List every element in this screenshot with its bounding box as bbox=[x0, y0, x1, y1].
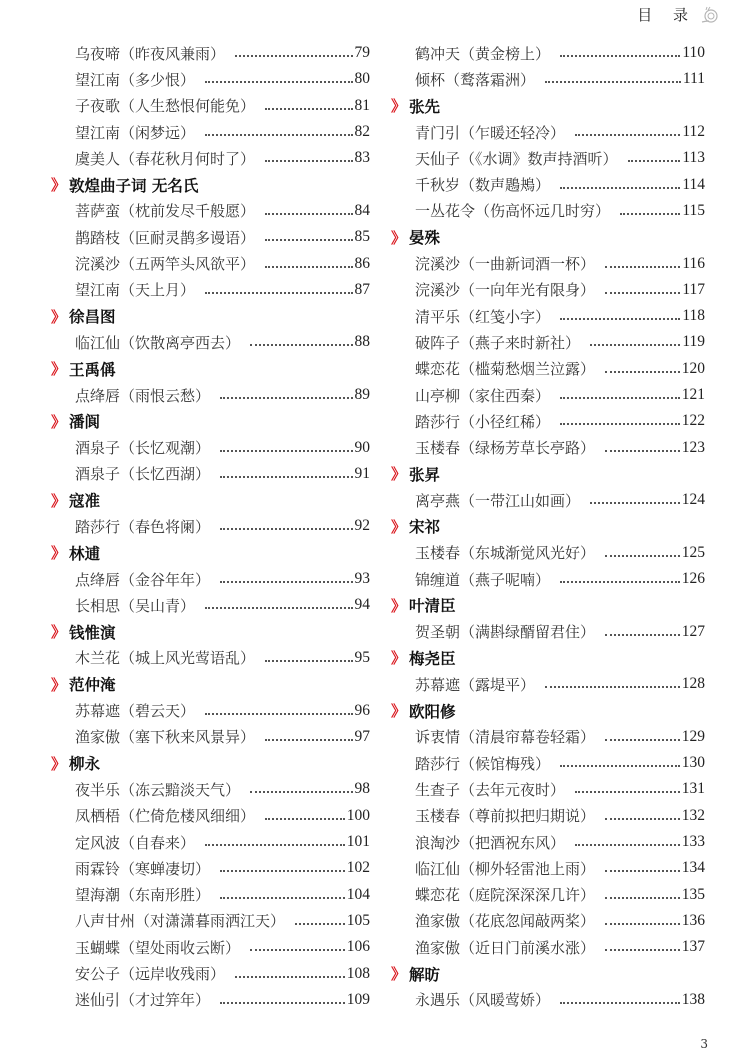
entry-title: 渔家傲（塞下秋来风景异） bbox=[75, 728, 256, 747]
entry-title: 酒泉子（长忆观潮） bbox=[75, 439, 211, 458]
toc-entry[interactable] bbox=[395, 171, 705, 197]
entry-title: 酒泉子（长忆西湖） bbox=[75, 465, 211, 484]
author-name: 敦煌曲子词 无名氏 bbox=[69, 176, 199, 195]
dot-leader bbox=[560, 423, 680, 425]
toc-entry[interactable] bbox=[395, 855, 705, 881]
toc-author-heading bbox=[391, 224, 705, 250]
toc-entry[interactable] bbox=[55, 855, 370, 881]
dot-leader bbox=[220, 476, 352, 478]
entry-page-number: 97 bbox=[354, 727, 370, 745]
dot-leader bbox=[220, 528, 352, 530]
toc-author-heading bbox=[391, 461, 705, 487]
entry-title: 望海潮（东南形胜） bbox=[75, 886, 211, 905]
toc-entry[interactable] bbox=[55, 934, 370, 960]
toc-author-heading bbox=[391, 93, 705, 119]
toc-entry[interactable] bbox=[55, 882, 370, 908]
toc-entry[interactable] bbox=[395, 303, 705, 329]
entry-title: 临江仙（柳外轻雷池上雨） bbox=[415, 859, 596, 878]
entry-page-number: 83 bbox=[354, 149, 370, 167]
toc-entry[interactable] bbox=[395, 908, 705, 934]
toc-author-heading bbox=[391, 592, 705, 618]
entry-title: 子夜歌（人生愁恨何能免） bbox=[75, 97, 256, 116]
entry-title: 蝶恋花（槛菊愁烟兰泣露） bbox=[415, 360, 596, 379]
entry-page-number: 90 bbox=[354, 438, 370, 456]
dot-leader bbox=[250, 949, 345, 951]
author-name: 宋祁 bbox=[409, 518, 441, 537]
toc-entry[interactable] bbox=[55, 145, 370, 171]
dot-leader bbox=[575, 791, 680, 793]
toc-entry[interactable] bbox=[395, 671, 705, 697]
author-name: 柳永 bbox=[69, 755, 101, 774]
toc-entry[interactable] bbox=[395, 66, 705, 92]
toc-author-heading bbox=[51, 671, 370, 697]
dot-leader bbox=[205, 844, 345, 846]
entry-page-number: 93 bbox=[354, 570, 370, 588]
entry-title: 鹤冲天（黄金榜上） bbox=[415, 44, 551, 63]
entry-page-number: 127 bbox=[681, 622, 705, 640]
entry-page-number: 123 bbox=[681, 438, 705, 456]
dot-leader bbox=[220, 870, 345, 872]
entry-title: 一丛花令（伤高怀远几时穷） bbox=[415, 202, 611, 221]
entry-title: 望江南（闲梦远） bbox=[75, 123, 196, 142]
entry-title: 玉楼春（东城渐觉风光好） bbox=[415, 544, 596, 563]
dot-leader bbox=[205, 607, 352, 609]
entry-page-number: 121 bbox=[681, 386, 705, 403]
entry-title: 千秋岁（数声鶗鴂） bbox=[415, 176, 551, 195]
double-chevron-marker-icon: 》 bbox=[51, 491, 64, 510]
double-chevron-marker-icon: 》 bbox=[51, 544, 64, 563]
entry-title: 鹊踏枝（叵耐灵鹊多谩语） bbox=[75, 228, 256, 247]
dot-leader bbox=[590, 344, 680, 346]
double-chevron-marker-icon: 》 bbox=[391, 649, 404, 668]
author-name: 解昉 bbox=[409, 965, 441, 984]
toc-entry[interactable] bbox=[395, 145, 705, 171]
entry-title: 离亭燕（一带江山如画） bbox=[415, 491, 581, 510]
entry-title: 浣溪沙（一向年光有限身） bbox=[415, 281, 596, 300]
entry-page-number: 108 bbox=[346, 964, 370, 982]
toc-author-heading bbox=[51, 487, 370, 513]
toc-entry[interactable] bbox=[395, 750, 705, 776]
entry-page-number: 124 bbox=[681, 491, 705, 509]
entry-title: 破阵子（燕子来时新社） bbox=[415, 333, 581, 352]
entry-title: 迷仙引（才过笄年） bbox=[75, 991, 211, 1010]
toc-entry[interactable] bbox=[395, 540, 705, 566]
toc-entry[interactable] bbox=[55, 776, 370, 802]
entry-title: 木兰花（城上风光莺语乱） bbox=[75, 649, 256, 668]
entry-page-number: 136 bbox=[681, 911, 705, 929]
entry-title: 望江南（天上月） bbox=[75, 281, 196, 300]
toc-entry[interactable] bbox=[55, 829, 370, 855]
entry-page-number: 88 bbox=[354, 333, 370, 351]
toc-entry[interactable] bbox=[395, 803, 705, 829]
dot-leader bbox=[220, 397, 352, 399]
toc-entry[interactable] bbox=[55, 66, 370, 92]
entry-title: 踏莎行（春色将阑） bbox=[75, 517, 211, 536]
toc-entry[interactable] bbox=[395, 487, 705, 513]
dot-leader bbox=[560, 187, 680, 189]
toc-entry[interactable] bbox=[395, 434, 705, 460]
toc-author-heading bbox=[391, 513, 705, 539]
toc-entry[interactable] bbox=[55, 803, 370, 829]
toc-author-heading bbox=[51, 408, 370, 434]
entry-page-number: 104 bbox=[346, 885, 370, 903]
toc-entry[interactable] bbox=[55, 93, 370, 119]
dot-leader bbox=[265, 266, 352, 268]
dot-leader bbox=[545, 81, 681, 83]
entry-page-number: 130 bbox=[681, 754, 705, 772]
dot-leader bbox=[265, 739, 352, 741]
entry-title: 望江南（多少恨） bbox=[75, 70, 196, 89]
page-header bbox=[637, 4, 720, 25]
entry-title: 苏幕遮（碧云天） bbox=[75, 702, 196, 721]
dot-leader bbox=[605, 266, 680, 268]
entry-title: 诉衷情（清晨帘幕卷轻霜） bbox=[415, 728, 596, 747]
toc-entry[interactable] bbox=[395, 987, 705, 1013]
entry-page-number: 111 bbox=[682, 70, 705, 88]
dot-leader bbox=[265, 160, 352, 162]
author-name: 范仲淹 bbox=[69, 676, 116, 695]
entry-page-number: 128 bbox=[681, 675, 705, 693]
entry-page-number: 100 bbox=[346, 806, 370, 824]
double-chevron-marker-icon: 》 bbox=[391, 517, 404, 536]
toc-entry[interactable] bbox=[395, 829, 705, 855]
dot-leader bbox=[605, 450, 680, 452]
dot-leader bbox=[220, 1002, 345, 1004]
entry-page-number: 89 bbox=[354, 386, 370, 403]
entry-page-number: 126 bbox=[681, 570, 705, 588]
dot-leader bbox=[250, 791, 352, 793]
dot-leader bbox=[620, 213, 680, 215]
dot-leader bbox=[205, 134, 352, 136]
entry-page-number: 84 bbox=[354, 201, 370, 219]
entry-page-number: 102 bbox=[346, 859, 370, 877]
double-chevron-marker-icon: 》 bbox=[391, 228, 404, 247]
dot-leader bbox=[605, 634, 680, 636]
dot-leader bbox=[560, 1002, 680, 1004]
double-chevron-marker-icon: 》 bbox=[391, 97, 404, 116]
entry-title: 玉楼春（绿杨芳草长亭路） bbox=[415, 439, 596, 458]
entry-page-number: 80 bbox=[354, 70, 370, 88]
entry-page-number: 101 bbox=[346, 833, 370, 851]
toc-author-heading bbox=[391, 697, 705, 723]
toc-left-column bbox=[51, 40, 370, 1013]
toc-entry[interactable] bbox=[55, 645, 370, 671]
entry-title: 蝶恋花（庭院深深深几许） bbox=[415, 886, 596, 905]
toc-entry[interactable] bbox=[395, 566, 705, 592]
toc-entry[interactable] bbox=[55, 119, 370, 145]
dot-leader bbox=[265, 660, 352, 662]
dot-leader bbox=[605, 870, 680, 872]
dot-leader bbox=[560, 318, 680, 320]
entry-title: 临江仙（饮散离亭西去） bbox=[75, 333, 241, 352]
dot-leader bbox=[605, 818, 680, 820]
dot-leader bbox=[560, 397, 680, 399]
dot-leader bbox=[575, 844, 680, 846]
dot-leader bbox=[220, 450, 352, 452]
toc-entry[interactable] bbox=[55, 513, 370, 539]
toc-entry[interactable] bbox=[55, 434, 370, 460]
entry-page-number: 105 bbox=[346, 911, 370, 929]
author-name: 张先 bbox=[409, 97, 441, 116]
entry-page-number: 120 bbox=[681, 359, 705, 377]
entry-title: 青门引（乍暖还轻冷） bbox=[415, 123, 566, 142]
dot-leader bbox=[265, 108, 352, 110]
entry-title: 点绛唇（金谷年年） bbox=[75, 570, 211, 589]
entry-page-number: 116 bbox=[682, 254, 705, 272]
dot-leader bbox=[205, 292, 352, 294]
dot-leader bbox=[575, 134, 680, 136]
entry-title: 夜半乐（冻云黯淡天气） bbox=[75, 780, 241, 799]
author-name: 王禹偁 bbox=[69, 360, 116, 379]
entry-page-number: 113 bbox=[682, 149, 705, 167]
entry-title: 八声甘州（对潇潇暮雨洒江天） bbox=[75, 912, 286, 931]
toc-entry[interactable] bbox=[395, 882, 705, 908]
entry-page-number: 133 bbox=[681, 833, 705, 851]
author-name: 梅尧臣 bbox=[409, 649, 456, 668]
author-name: 欧阳修 bbox=[409, 702, 456, 721]
toc-author-heading bbox=[391, 960, 705, 986]
toc-entry[interactable] bbox=[395, 198, 705, 224]
toc-author-heading bbox=[51, 356, 370, 382]
dot-leader bbox=[220, 897, 345, 899]
entry-page-number: 79 bbox=[354, 44, 370, 62]
page-title: 目 录 bbox=[637, 6, 696, 24]
entry-page-number: 81 bbox=[354, 96, 370, 114]
entry-title: 安公子（远岸收残雨） bbox=[75, 965, 226, 984]
double-chevron-marker-icon: 》 bbox=[51, 360, 64, 379]
toc-author-heading bbox=[51, 303, 370, 329]
entry-title: 浣溪沙（五两竿头风欲平） bbox=[75, 255, 256, 274]
entry-title: 玉楼春（尊前拟把归期说） bbox=[415, 807, 596, 826]
entry-page-number: 129 bbox=[681, 727, 705, 745]
entry-page-number: 117 bbox=[682, 280, 705, 298]
entry-title: 苏幕遮（露堤平） bbox=[415, 675, 536, 694]
toc-entry[interactable] bbox=[395, 408, 705, 434]
double-chevron-marker-icon: 》 bbox=[391, 965, 404, 984]
page-number: 3 bbox=[700, 1037, 708, 1051]
dot-leader bbox=[605, 292, 680, 294]
toc-author-heading bbox=[391, 645, 705, 671]
dot-leader bbox=[235, 976, 345, 978]
dot-leader bbox=[265, 239, 352, 241]
dot-leader bbox=[590, 502, 680, 504]
dot-leader bbox=[220, 581, 352, 583]
snail-ornament-icon bbox=[700, 6, 720, 24]
entry-page-number: 106 bbox=[346, 938, 370, 956]
entry-title: 雨霖铃（寒蝉凄切） bbox=[75, 859, 211, 878]
entry-page-number: 112 bbox=[682, 123, 705, 141]
entry-title: 凤栖梧（伫倚危楼风细细） bbox=[75, 807, 256, 826]
toc-entry[interactable] bbox=[395, 934, 705, 960]
dot-leader bbox=[605, 739, 680, 741]
entry-page-number: 94 bbox=[354, 596, 370, 614]
dot-leader bbox=[605, 371, 680, 373]
entry-page-number: 114 bbox=[682, 175, 705, 193]
toc-author-heading bbox=[51, 540, 370, 566]
entry-page-number: 137 bbox=[681, 938, 705, 956]
double-chevron-marker-icon: 》 bbox=[391, 465, 404, 484]
toc-entry[interactable] bbox=[395, 250, 705, 276]
entry-title: 乌夜啼（昨夜风兼雨） bbox=[75, 44, 226, 63]
entry-title: 菩萨蛮（枕前发尽千般愿） bbox=[75, 202, 256, 221]
toc-entry[interactable] bbox=[395, 619, 705, 645]
author-name: 潘阆 bbox=[69, 413, 101, 432]
entry-title: 玉蝴蝶（望处雨收云断） bbox=[75, 938, 241, 957]
author-name: 寇准 bbox=[69, 492, 101, 511]
entry-page-number: 109 bbox=[346, 990, 370, 1008]
toc-entry[interactable] bbox=[395, 776, 705, 802]
author-name: 钱惟演 bbox=[69, 623, 116, 642]
entry-title: 清平乐（红笺小字） bbox=[415, 307, 551, 326]
toc-entry[interactable] bbox=[55, 908, 370, 934]
toc-entry[interactable] bbox=[55, 250, 370, 276]
entry-title: 锦缠道（燕子呢喃） bbox=[415, 570, 551, 589]
toc-entry[interactable] bbox=[55, 40, 370, 66]
entry-title: 浣溪沙（一曲新词酒一杯） bbox=[415, 255, 596, 274]
entry-page-number: 118 bbox=[682, 307, 705, 325]
entry-page-number: 82 bbox=[354, 123, 370, 141]
entry-title: 点绛唇（雨恨云愁） bbox=[75, 386, 211, 405]
entry-title: 倾杯（鹜落霜洲） bbox=[415, 70, 536, 89]
entry-page-number: 95 bbox=[354, 648, 370, 666]
entry-title: 定风波（自春来） bbox=[75, 833, 196, 852]
entry-title: 山亭柳（家住西秦） bbox=[415, 386, 551, 405]
entry-page-number: 131 bbox=[681, 780, 705, 798]
toc-entry[interactable] bbox=[55, 198, 370, 224]
entry-title: 踏莎行（候馆梅残） bbox=[415, 754, 551, 773]
toc-right-column bbox=[391, 40, 705, 1013]
double-chevron-marker-icon: 》 bbox=[391, 596, 404, 615]
entry-title: 永遇乐（风暖莺娇） bbox=[415, 991, 551, 1010]
entry-title: 贺圣朝（满斟绿醑留君住） bbox=[415, 623, 596, 642]
dot-leader bbox=[205, 81, 352, 83]
toc-entry[interactable] bbox=[55, 987, 370, 1013]
entry-title: 长相思（吴山青） bbox=[75, 596, 196, 615]
entry-page-number: 115 bbox=[682, 201, 705, 219]
entry-page-number: 91 bbox=[354, 464, 370, 482]
entry-page-number: 85 bbox=[354, 228, 370, 246]
dot-leader bbox=[265, 818, 345, 820]
entry-page-number: 135 bbox=[681, 885, 705, 903]
toc-entry[interactable] bbox=[395, 277, 705, 303]
toc-entry[interactable] bbox=[55, 277, 370, 303]
toc-entry[interactable] bbox=[395, 119, 705, 145]
entry-page-number: 92 bbox=[354, 517, 370, 535]
double-chevron-marker-icon: 》 bbox=[51, 412, 64, 431]
dot-leader bbox=[605, 923, 680, 925]
toc-entry[interactable] bbox=[395, 382, 705, 408]
dot-leader bbox=[605, 555, 680, 557]
toc-entry[interactable] bbox=[55, 566, 370, 592]
entry-page-number: 138 bbox=[681, 990, 705, 1008]
toc-entry[interactable] bbox=[55, 461, 370, 487]
author-name: 徐昌图 bbox=[69, 308, 116, 327]
entry-title: 生查子（去年元夜时） bbox=[415, 780, 566, 799]
dot-leader bbox=[545, 686, 680, 688]
toc-author-heading bbox=[51, 750, 370, 776]
entry-page-number: 110 bbox=[682, 44, 705, 62]
double-chevron-marker-icon: 》 bbox=[51, 754, 64, 773]
toc-entry[interactable] bbox=[395, 40, 705, 66]
entry-page-number: 119 bbox=[682, 333, 705, 351]
dot-leader bbox=[205, 713, 352, 715]
toc-entry[interactable] bbox=[55, 697, 370, 723]
entry-title: 渔家傲（花底忽闻敲两桨） bbox=[415, 912, 596, 931]
dot-leader bbox=[560, 55, 680, 57]
dot-leader bbox=[250, 344, 352, 346]
entry-title: 浪淘沙（把酒祝东风） bbox=[415, 833, 566, 852]
double-chevron-marker-icon: 》 bbox=[51, 176, 64, 195]
entry-page-number: 86 bbox=[354, 254, 370, 272]
dot-leader bbox=[605, 949, 680, 951]
toc-entry[interactable] bbox=[395, 329, 705, 355]
dot-leader bbox=[560, 765, 680, 767]
toc-author-heading bbox=[51, 171, 370, 197]
toc-entry[interactable] bbox=[395, 724, 705, 750]
double-chevron-marker-icon: 》 bbox=[51, 675, 64, 694]
double-chevron-marker-icon: 》 bbox=[51, 307, 64, 326]
entry-title: 天仙子（《水调》数声持酒听） bbox=[415, 149, 618, 168]
entry-page-number: 132 bbox=[681, 806, 705, 824]
author-name: 林逋 bbox=[69, 544, 101, 563]
entry-page-number: 122 bbox=[681, 412, 705, 430]
toc-entry[interactable] bbox=[55, 592, 370, 618]
toc-entry[interactable] bbox=[55, 329, 370, 355]
toc-entry[interactable] bbox=[55, 224, 370, 250]
entry-page-number: 125 bbox=[681, 543, 705, 561]
entry-page-number: 87 bbox=[354, 280, 370, 298]
dot-leader bbox=[628, 160, 681, 162]
author-name: 张昇 bbox=[409, 465, 441, 484]
entry-page-number: 96 bbox=[354, 701, 370, 719]
dot-leader bbox=[560, 581, 680, 583]
author-name: 叶清臣 bbox=[409, 597, 456, 616]
toc-entry[interactable] bbox=[55, 960, 370, 986]
toc-author-heading bbox=[51, 619, 370, 645]
entry-title: 踏莎行（小径红稀） bbox=[415, 412, 551, 431]
dot-leader bbox=[265, 213, 352, 215]
toc-entry[interactable] bbox=[55, 382, 370, 408]
double-chevron-marker-icon: 》 bbox=[391, 702, 404, 721]
entry-page-number: 98 bbox=[354, 780, 370, 798]
dot-leader bbox=[605, 897, 680, 899]
dot-leader bbox=[235, 55, 352, 57]
entry-page-number: 134 bbox=[681, 859, 705, 877]
entry-title: 虞美人（春花秋月何时了） bbox=[75, 149, 256, 168]
toc-entry[interactable] bbox=[395, 356, 705, 382]
entry-title: 渔家傲（近日门前溪水涨） bbox=[415, 938, 596, 957]
double-chevron-marker-icon: 》 bbox=[51, 623, 64, 642]
toc-entry[interactable] bbox=[55, 724, 370, 750]
dot-leader bbox=[295, 923, 345, 925]
author-name: 晏殊 bbox=[409, 229, 441, 248]
